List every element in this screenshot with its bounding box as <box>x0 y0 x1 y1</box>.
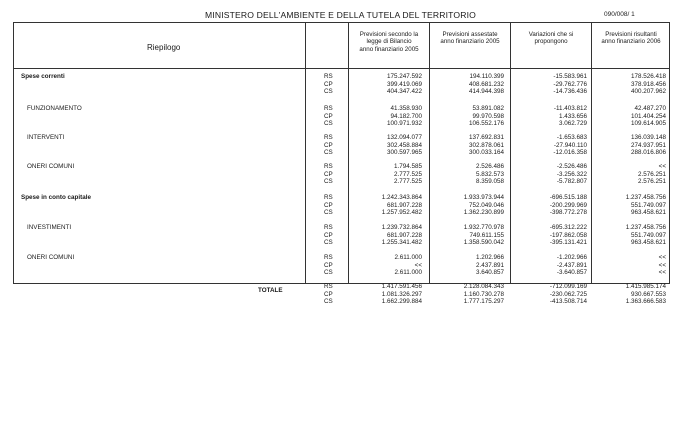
value-cell: 101.404.254 <box>630 112 666 120</box>
value-cell: 1.777.175.297 <box>463 298 504 306</box>
column-divider <box>305 23 306 283</box>
value-cell: 106.552.176 <box>468 120 504 128</box>
value-cell: << <box>658 261 666 269</box>
value-cell: 42.487.270 <box>634 105 666 112</box>
value-column <box>464 283 504 306</box>
value-cell: -695.312.222 <box>549 224 587 231</box>
value-cell: 5.832.573 <box>475 170 504 178</box>
value-cell: 1.237.458.756 <box>625 224 666 231</box>
value-cell: 1.255.341.482 <box>381 239 422 247</box>
value-cell: 178.526.418 <box>630 73 666 80</box>
code-cell: RS <box>324 73 333 80</box>
value-cell: 408.681.232 <box>468 80 504 88</box>
value-cell: 681.907.228 <box>386 231 422 239</box>
value-column <box>659 254 666 277</box>
value-column <box>469 134 504 157</box>
value-cell: 2.777.525 <box>393 170 422 178</box>
value-column <box>382 224 422 247</box>
code-cell: CS <box>324 178 333 186</box>
code-cell: CS <box>324 209 333 217</box>
value-cell: 300.033.164 <box>468 149 504 157</box>
column-header-assestate <box>431 31 509 46</box>
value-column <box>553 73 587 96</box>
code-cell: RS <box>324 283 333 290</box>
value-cell: 2.777.525 <box>393 178 422 186</box>
code-cell: CP <box>324 231 333 239</box>
value-cell: 2.576.251 <box>637 178 666 186</box>
value-cell: 1.363.666.583 <box>625 298 666 306</box>
value-cell: 1.362.230.899 <box>463 209 504 217</box>
page-title: MINISTERO DELL'AMBIENTE E DELLA TUTELA DEL TERRITORIO <box>205 10 476 20</box>
value-cell: 1.433.656 <box>558 112 587 120</box>
value-cell: 752.049.046 <box>468 201 504 209</box>
value-cell: -15.583.961 <box>553 73 587 80</box>
value-column <box>554 105 587 128</box>
column-header-line: propongono <box>534 38 568 46</box>
value-cell: -14.736.436 <box>553 88 587 96</box>
code-cell: CS <box>324 120 333 128</box>
value-cell: 300.597.965 <box>386 149 422 157</box>
value-cell: 404.347.422 <box>386 88 422 96</box>
value-cell: 2.526.486 <box>475 163 504 170</box>
column-header-line: anno finanziario 2005 <box>359 45 419 53</box>
value-column <box>631 73 666 96</box>
value-column <box>631 134 666 157</box>
value-cell: 1.081.326.297 <box>381 290 422 298</box>
value-cell: 100.971.932 <box>386 120 422 128</box>
column-header-risultanti <box>593 31 669 46</box>
value-column <box>557 163 587 186</box>
value-cell: 400.207.962 <box>630 88 666 96</box>
code-cell: CS <box>324 88 333 96</box>
value-column <box>464 224 504 247</box>
value-cell: 3.640.857 <box>475 269 504 277</box>
value-column <box>626 283 666 306</box>
value-column <box>469 73 504 96</box>
column-header-legge-bilancio <box>350 31 428 53</box>
code-cell: CP <box>324 201 333 209</box>
value-column <box>394 163 422 186</box>
value-cell: 1.417.591.456 <box>381 283 422 290</box>
value-cell: -27.940.110 <box>553 141 587 149</box>
value-column <box>382 194 422 217</box>
value-cell: 8.359.058 <box>475 178 504 186</box>
row-label: INTERVENTI <box>27 134 65 141</box>
value-cell: 963.458.621 <box>630 209 666 217</box>
value-cell: 1.932.770.978 <box>463 224 504 231</box>
value-cell: 274.937.951 <box>630 141 666 149</box>
value-cell: 137.692.831 <box>468 134 504 141</box>
riepilogo-table <box>13 22 670 306</box>
value-cell: 132.094.077 <box>386 134 422 141</box>
value-cell: 1.202.966 <box>475 254 504 261</box>
value-cell: -3.256.322 <box>556 170 587 178</box>
value-cell: << <box>658 254 666 261</box>
value-column <box>631 105 666 128</box>
value-column <box>387 73 422 96</box>
value-cell: 53.891.082 <box>472 105 504 112</box>
code-cell: CP <box>324 170 333 178</box>
value-column <box>550 224 587 247</box>
value-column <box>476 254 504 277</box>
value-cell: -712.099.169 <box>549 283 587 290</box>
value-cell: -200.299.969 <box>549 201 587 209</box>
column-header-line: Previsioni assestate <box>442 31 498 38</box>
column-divider <box>510 23 511 283</box>
value-cell: 2.611.000 <box>394 254 422 261</box>
value-cell: 1.794.585 <box>393 163 422 170</box>
value-cell: 2.611.000 <box>394 269 422 277</box>
code-cell: CS <box>324 298 333 306</box>
value-column <box>626 194 666 217</box>
value-cell: -398.772.278 <box>549 209 587 217</box>
value-cell: -197.862.058 <box>549 231 587 239</box>
row-label: ONERI COMUNI <box>27 163 75 170</box>
row-codes <box>324 134 333 157</box>
code-cell: CS <box>324 269 333 277</box>
value-column <box>464 194 504 217</box>
value-cell: 1.160.730.278 <box>463 290 504 298</box>
value-cell: -413.508.714 <box>549 298 587 306</box>
code-cell: CP <box>324 261 333 269</box>
value-cell: -29.762.776 <box>553 80 587 88</box>
code-cell: CS <box>324 149 333 157</box>
column-divider <box>348 23 349 283</box>
value-cell: 1.358.590.042 <box>463 239 504 247</box>
value-cell: 1.933.973.944 <box>463 194 504 201</box>
value-cell: 930.667.553 <box>630 290 666 298</box>
value-cell: 136.039.148 <box>630 134 666 141</box>
value-cell: 1.242.343.864 <box>381 194 422 201</box>
row-codes <box>324 283 333 306</box>
value-cell: 378.918.456 <box>630 80 666 88</box>
code-cell: RS <box>324 254 333 261</box>
row-label: INVESTIMENTI <box>27 224 72 231</box>
value-cell: << <box>414 261 422 269</box>
row-codes <box>324 163 333 186</box>
value-cell: 414.944.398 <box>468 88 504 96</box>
value-cell: 2.128.084.343 <box>463 283 504 290</box>
value-cell: 194.110.399 <box>469 73 504 80</box>
value-cell: 551.749.097 <box>630 201 666 209</box>
row-codes <box>324 73 333 96</box>
code-cell: CP <box>324 80 333 88</box>
value-cell: 94.182.700 <box>390 112 422 120</box>
value-cell: -230.062.725 <box>549 290 587 298</box>
column-header-line: anno finanziario 2005 <box>440 38 500 46</box>
value-cell: -1.653.683 <box>556 134 587 141</box>
code-cell: RS <box>324 224 333 231</box>
value-column <box>550 283 587 306</box>
value-cell: 302.458.884 <box>386 141 422 149</box>
row-label: Spese in conto capitale <box>21 194 91 201</box>
code-cell: RS <box>324 194 333 201</box>
value-column <box>550 194 587 217</box>
value-column <box>387 105 422 128</box>
value-cell: 41.358.930 <box>390 105 422 112</box>
row-codes <box>324 105 333 128</box>
row-codes <box>324 194 333 217</box>
row-label: ONERI COMUNI <box>27 254 75 261</box>
riepilogo-heading: Riepilogo <box>147 43 181 52</box>
value-cell: << <box>658 269 666 277</box>
value-column <box>382 283 422 306</box>
value-cell: -1.202.966 <box>556 254 587 261</box>
column-header-line: legge di Bilancio <box>366 38 412 46</box>
value-cell: 2.576.251 <box>637 170 666 178</box>
column-header-line: Variazioni che si <box>528 31 574 38</box>
value-cell: 99.970.598 <box>472 112 504 120</box>
value-cell: 288.016.806 <box>630 149 666 157</box>
header-divider <box>14 68 669 69</box>
value-cell: 109.614.905 <box>630 120 666 128</box>
value-column <box>387 134 422 157</box>
value-cell: 551.749.097 <box>630 231 666 239</box>
row-codes <box>324 254 333 277</box>
code-cell: RS <box>324 105 333 112</box>
row-label: TOTALE <box>258 287 283 294</box>
value-cell: -3.640.857 <box>556 269 587 277</box>
column-divider <box>429 23 430 283</box>
value-column <box>626 224 666 247</box>
value-cell: 681.907.228 <box>386 201 422 209</box>
column-header-line: Previsioni secondo la <box>359 31 419 38</box>
code-cell: CP <box>324 290 333 298</box>
code-cell: CP <box>324 112 333 120</box>
row-label: FUNZIONAMENTO <box>27 105 82 112</box>
page-code: 090/008/ 1 <box>604 11 635 18</box>
value-cell: -2.437.891 <box>556 261 587 269</box>
value-cell: 399.419.069 <box>386 80 422 88</box>
value-column <box>394 254 422 277</box>
value-cell: << <box>658 163 666 170</box>
row-label: Spese correnti <box>21 73 65 80</box>
value-cell: 3.062.729 <box>558 120 587 128</box>
value-cell: -12.016.358 <box>553 149 587 157</box>
value-column <box>476 163 504 186</box>
value-cell: 1.415.985.174 <box>625 283 666 290</box>
value-cell: 1.239.732.864 <box>381 224 422 231</box>
value-cell: 1.662.299.884 <box>381 298 422 306</box>
column-header-line: anno finanziario 2006 <box>601 38 661 46</box>
code-cell: RS <box>324 163 333 170</box>
value-cell: 1.257.952.482 <box>381 209 422 217</box>
value-cell: 2.437.891 <box>475 261 504 269</box>
value-column <box>553 134 587 157</box>
code-cell: CP <box>324 141 333 149</box>
code-cell: CS <box>324 239 333 247</box>
column-header-variazioni <box>512 31 590 46</box>
value-cell: -5.782.807 <box>556 178 587 186</box>
value-column <box>469 105 504 128</box>
value-cell: 963.458.621 <box>630 239 666 247</box>
value-column <box>557 254 587 277</box>
value-cell: -2.526.486 <box>556 163 587 170</box>
value-cell: -11.403.812 <box>553 105 587 112</box>
value-cell: 175.247.592 <box>386 73 422 80</box>
value-cell: -395.131.421 <box>549 239 587 247</box>
column-header-line: Previsioni risultanti <box>605 31 657 38</box>
value-cell: 749.611.155 <box>469 231 504 239</box>
value-cell: 1.237.458.756 <box>625 194 666 201</box>
value-cell: 302.878.061 <box>468 141 504 149</box>
value-column <box>638 163 666 186</box>
column-divider <box>591 23 592 283</box>
row-codes <box>324 224 333 247</box>
code-cell: RS <box>324 134 333 141</box>
value-cell: -696.515.188 <box>549 194 587 201</box>
